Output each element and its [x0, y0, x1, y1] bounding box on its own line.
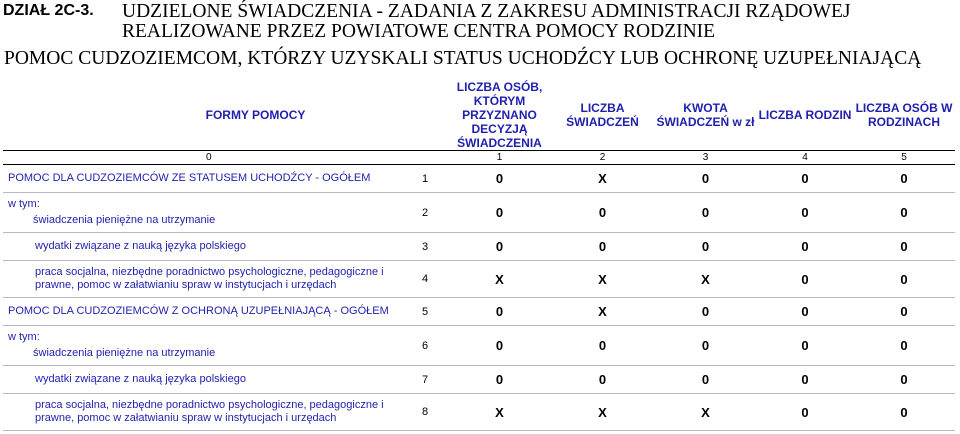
cell-value: 0 [853, 193, 955, 233]
cell-value: 0 [853, 165, 955, 193]
cell-value: 0 [853, 394, 955, 431]
row-number: 8 [398, 394, 448, 431]
cell-value: 0 [853, 298, 955, 326]
col-index: 0 [3, 151, 448, 165]
row-number: 5 [398, 298, 448, 326]
table-row [3, 165, 955, 193]
row-label-group [3, 193, 398, 233]
cell-value: X [448, 261, 551, 298]
col-persons-decision-header: LICZBA OSÓB, KTÓRYM PRZYZNANO DECYZJĄ ŚWIADCZENIA [456, 80, 543, 150]
cell-value: 0 [757, 366, 853, 394]
col-benefits-count-header: LICZBA ŚWIADCZEŃ [566, 101, 639, 129]
row-label: POMOC DLA CUDZOZIEMCÓW ZE STATUSEM UCHODŹCY - OGÓŁEM [3, 165, 398, 193]
cell-value: 0 [654, 193, 757, 233]
row-label: praca socjalna, niezbędne poradnictwo psychologiczne, pedagogiczne i prawne, pomoc w załatwianiu spraw w instytucjach i urzędach [3, 394, 398, 431]
cell-value: 0 [757, 233, 853, 261]
row-number: 7 [398, 366, 448, 394]
row-number: 3 [398, 233, 448, 261]
cell-value: X [551, 261, 654, 298]
cell-value: 0 [757, 193, 853, 233]
row-label: praca socjalna, niezbędne poradnictwo psychologiczne, pedagogiczne i prawne, pomoc w załatwianiu spraw w instytucjach i urzędach [3, 261, 398, 298]
table-row [3, 298, 955, 326]
row-number: 4 [398, 261, 448, 298]
cell-value: 0 [853, 233, 955, 261]
row-label: świadczenia pieniężne na utrzymanie [33, 347, 216, 359]
cell-value: X [448, 394, 551, 431]
table-row [3, 193, 955, 233]
cell-value: 0 [551, 326, 654, 366]
col-index: 1 [448, 151, 551, 165]
column-header-row [3, 80, 955, 151]
cell-value: 0 [757, 165, 853, 193]
col-persons-families-header: LICZBA OSÓB W RODZINACH [855, 101, 953, 129]
table-row [3, 326, 955, 366]
row-label: świadczenia pieniężne na utrzymanie [33, 214, 216, 226]
row-number: 2 [398, 193, 448, 233]
table-row [3, 366, 955, 394]
col-index: 3 [654, 151, 757, 165]
cell-value: X [551, 298, 654, 326]
cell-value: 0 [654, 165, 757, 193]
col-index: 2 [551, 151, 654, 165]
table-row [3, 394, 955, 431]
cell-value: 0 [853, 261, 955, 298]
cell-value: 0 [654, 298, 757, 326]
cell-value: 0 [757, 298, 853, 326]
column-index-row [3, 151, 955, 165]
cell-value: 0 [448, 326, 551, 366]
cell-value: 0 [448, 366, 551, 394]
col-amount-header: KWOTA ŚWIADCZEŃ w zł [656, 101, 755, 129]
table-row [3, 233, 955, 261]
row-number: 1 [398, 165, 448, 193]
row-number: 6 [398, 326, 448, 366]
cell-value: 0 [448, 165, 551, 193]
col-forms-header: FORMY POMOCY [205, 108, 306, 122]
cell-value: 0 [551, 193, 654, 233]
cell-value: X [551, 394, 654, 431]
row-prefix: w tym: [8, 198, 40, 210]
col-families-header: LICZBA RODZIN [758, 108, 852, 122]
cell-value: 0 [654, 326, 757, 366]
benefits-table [3, 80, 955, 431]
cell-value: 0 [551, 366, 654, 394]
table-row [3, 261, 955, 298]
report-subtitle: POMOC CUDZOZIEMCOM, KTÓRZY UZYSKALI STATUS UCHODŹCY LUB OCHRONĘ UZUPEŁNIAJĄCĄ [4, 48, 922, 69]
col-index: 5 [853, 151, 955, 165]
cell-value: 0 [448, 233, 551, 261]
cell-value: 0 [757, 261, 853, 298]
row-label: wydatki związane z nauką języka polskiego [3, 366, 398, 394]
cell-value: 0 [654, 233, 757, 261]
row-label: wydatki związane z nauką języka polskiego [3, 233, 398, 261]
report-title-line-1: UDZIELONE ŚWIADCZENIA - ZADANIA Z ZAKRESU ADMINISTRACJI RZĄDOWEJ [122, 1, 851, 22]
section-number: DZIAŁ 2C-3. [3, 2, 94, 19]
cell-value: 0 [654, 366, 757, 394]
row-label: POMOC DLA CUDZOZIEMCÓW Z OCHRONĄ UZUPEŁNIAJĄCĄ - OGÓŁEM [3, 298, 398, 326]
cell-value: 0 [853, 366, 955, 394]
cell-value: X [551, 165, 654, 193]
report-title-line-2: REALIZOWANE PRZEZ POWIATOWE CENTRA POMOCY RODZINIE [122, 21, 716, 42]
cell-value: 0 [448, 193, 551, 233]
cell-value: X [654, 394, 757, 431]
cell-value: X [654, 261, 757, 298]
cell-value: 0 [448, 298, 551, 326]
row-prefix: w tym: [8, 331, 40, 343]
col-index: 4 [757, 151, 853, 165]
row-label-group [3, 326, 398, 366]
cell-value: 0 [853, 326, 955, 366]
cell-value: 0 [757, 394, 853, 431]
cell-value: 0 [757, 326, 853, 366]
cell-value: 0 [551, 233, 654, 261]
